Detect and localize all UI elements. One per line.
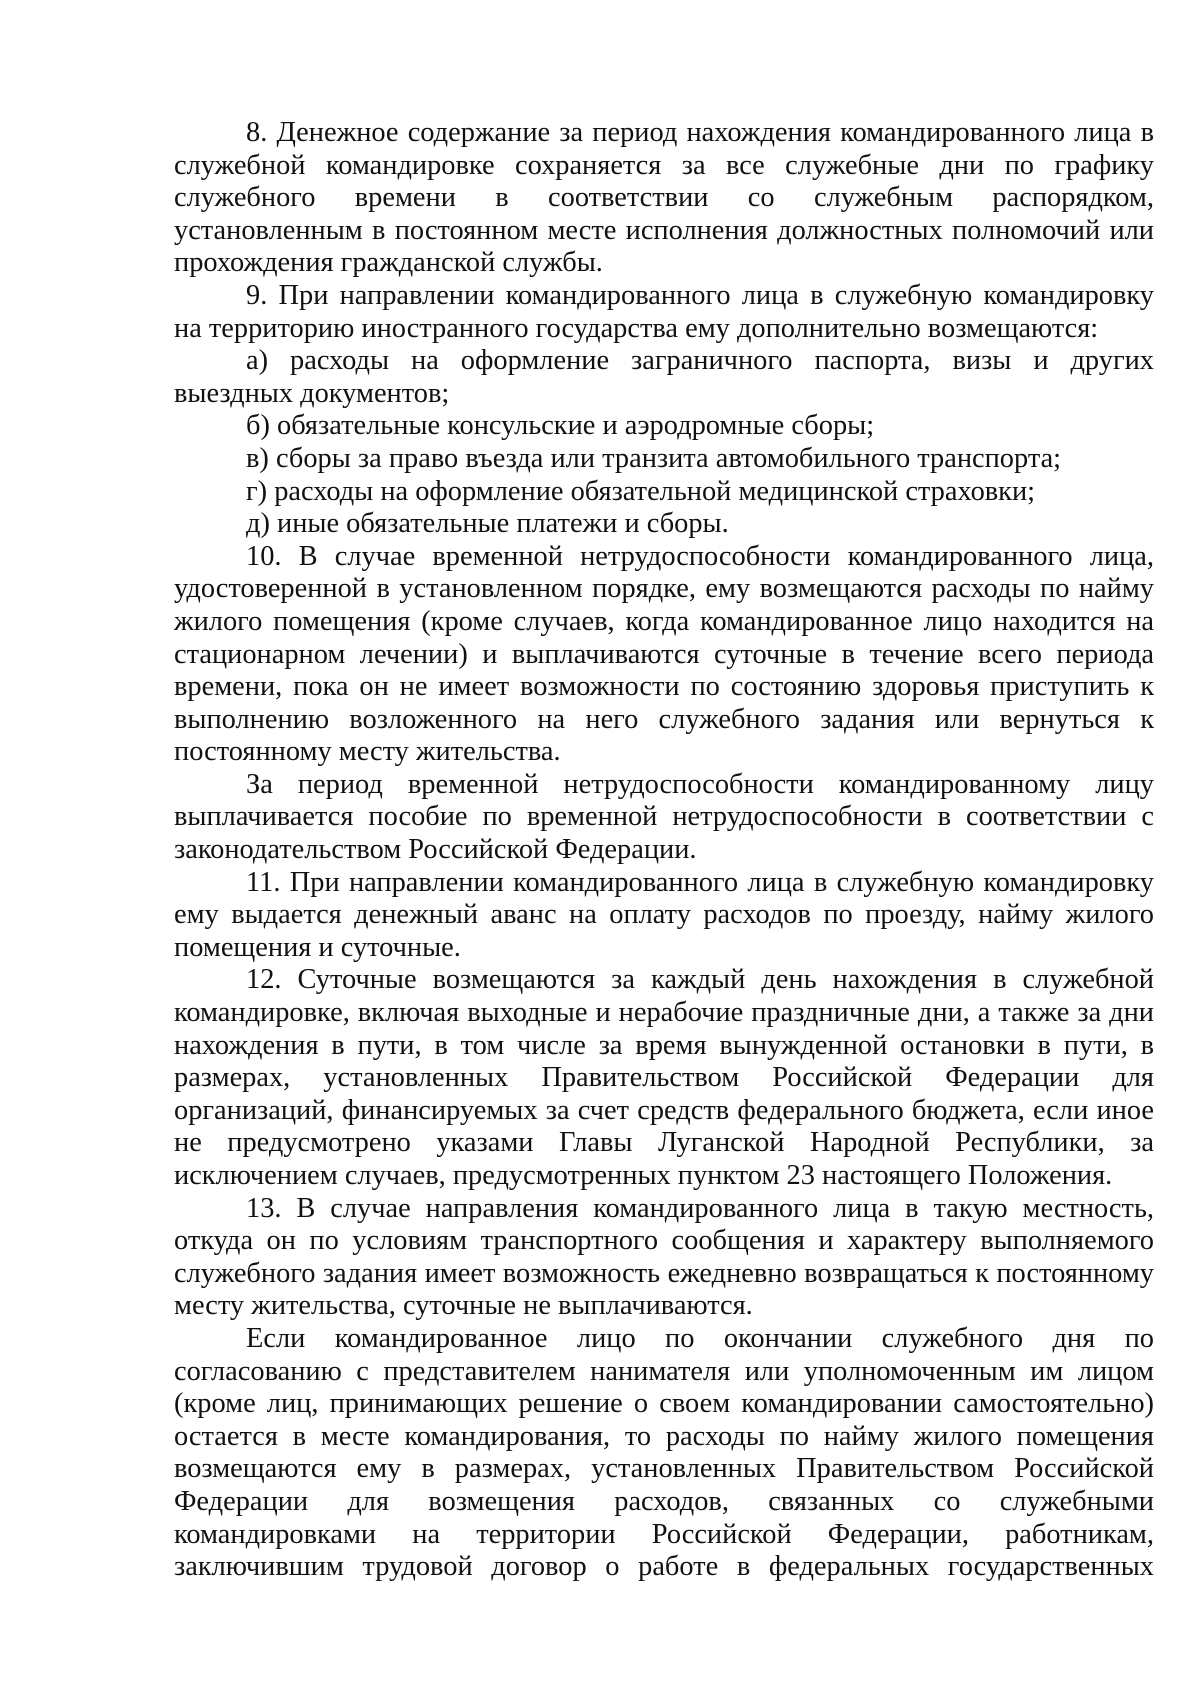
list-item-g: г) расходы на оформление обязательной медицинской страховки; bbox=[246, 475, 1036, 507]
paragraph-12-per-diem: 12. Суточные возмещаются за каждый день нахождения в служебной командировке, включая выходные и нерабочие праздничные дни, а также за дни нахождения в пути, в том числе за время вынужденной остановки в пути, в размерах, установленных Правительством Российской Федерации для организаций, финансируемых за счет средств федерального бюджета, если иное не предусмотрено указами Главы Луганской Народной Республики, за исключением случаев, предусмотренных пунктом 23 настоящего Положения. bbox=[174, 964, 1154, 1191]
list-item-d: д) иные обязательные платежи и сборы. bbox=[246, 508, 729, 540]
paragraph-13-daily-return: 13. В случае направления командированного лица в такую местность, откуда он по условиям транспортного сообщения и характеру выполняемого служебного задания имеет возможность ежедневно возвращаться к постоянному месту жительства, суточные не выплачиваются. bbox=[174, 1192, 1154, 1322]
list-item-b: б) обязательные консульские и аэродромные сборы; bbox=[246, 410, 875, 442]
paragraph-9-foreign-trip: 9. При направлении командированного лица в служебную командировку на территорию иностранного государства ему дополнительно возмещаются: bbox=[174, 279, 1154, 344]
paragraph-lodging-expenses: Если командированное лицо по окончании служебного дня по согласованию с представителем нанимателя или уполномоченным им лицом (кроме лиц, принимающих решение о своем командировании самостоятельно) остается в месте командирования, то расходы по найму жилого помещения возмещаются ему в размерах, установленных Правительством Российской Федерации для возмещения расходов, связанных со служебными командировками на территории Российской Федерации, работникам, заключившим трудовой договор о работе в федеральных государственных bbox=[174, 1322, 1154, 1583]
list-item-a: а) расходы на оформление заграничного паспорта, визы и других выездных документов; bbox=[174, 345, 1154, 409]
paragraph-11-advance: 11. При направлении командированного лица в служебную командировку ему выдается денежный аванс на оплату расходов по проезду, найму жилого помещения и суточные. bbox=[174, 866, 1154, 963]
list-item-v: в) сборы за право въезда или транзита автомобильного транспорта; bbox=[246, 442, 1062, 474]
paragraph-8-salary: 8. Денежное содержание за период нахождения командированного лица в служебной командировке сохраняется за все служебные дни по графику служебного времени в соответствии со служебным распорядком, установленным в постоянном месте исполнения должностных полномочий или прохождения гражданской службы. bbox=[174, 117, 1154, 279]
paragraph-disability-allowance: За период временной нетрудоспособности командированному лицу выплачивается пособие по временной нетрудоспособности в соответствии с законодательством Российской Федерации. bbox=[174, 768, 1154, 866]
paragraph-10-disability: 10. В случае временной нетрудоспособности командированного лица, удостоверенной в установленном порядке, ему возмещаются расходы по найму жилого помещения (кроме случаев, когда командированное лицо находится на стационарном лечении) и выплачиваются суточные в течение всего периода времени, пока он не имеет возможности по состоянию здоровья приступить к выполнению возложенного на него служебного задания или вернуться к постоянному месту жительства. bbox=[174, 540, 1154, 768]
document-page bbox=[174, 117, 1154, 1584]
